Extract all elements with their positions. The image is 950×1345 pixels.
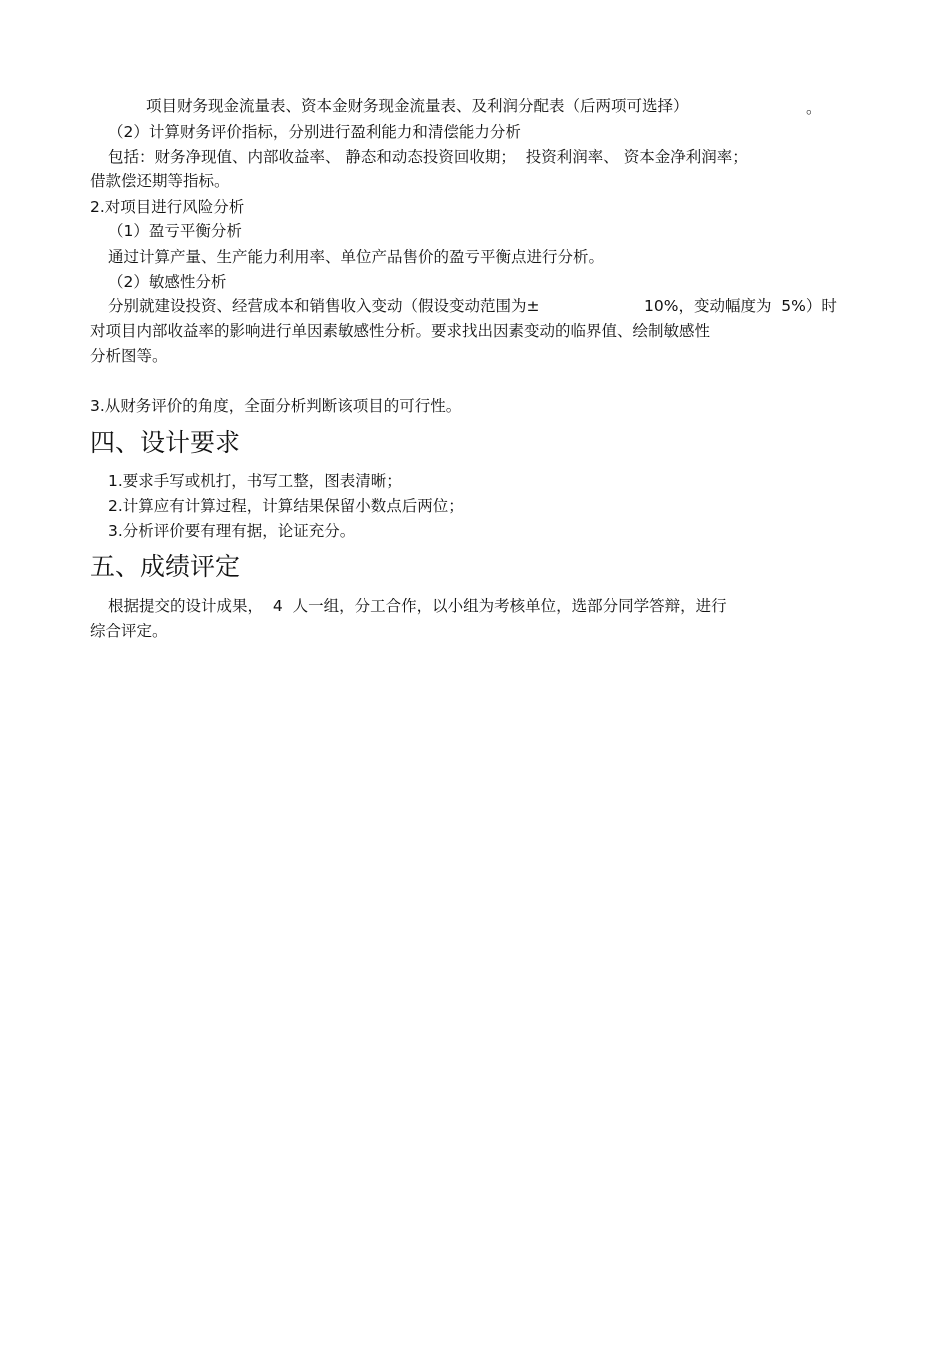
section5-heading: 五、成绩评定 bbox=[90, 552, 241, 581]
section4-heading: 四、设计要求 bbox=[90, 428, 241, 457]
requirement-3: 3.分析评价要有理有据，论证充分。 bbox=[108, 522, 356, 540]
risk-analysis-title: 2.对项目进行风险分析 bbox=[90, 198, 245, 216]
sensitivity-text-end: 分析图等。 bbox=[90, 347, 168, 365]
breakeven-title: （1）盈亏平衡分析 bbox=[108, 222, 242, 240]
sensitivity-title: （2）敏感性分析 bbox=[108, 273, 227, 291]
grading-text: 根据提交的设计成果， 4 人一组，分工合作，以小组为考核单位，选部分同学答辩，进行 bbox=[108, 597, 727, 615]
subitem-2-title: （2）计算财务评价指标，分别进行盈利能力和清偿能力分析 bbox=[108, 123, 521, 141]
requirement-2: 2.计算应有计算过程，计算结果保留小数点后两位； bbox=[108, 497, 464, 515]
breakeven-text: 通过计算产量、生产能力利用率、单位产品售价的盈亏平衡点进行分析。 bbox=[108, 248, 605, 266]
feasibility-item: 3.从财务评价的角度，全面分析判断该项目的可行性。 bbox=[90, 397, 462, 415]
requirement-1: 1.要求手写或机打，书写工整，图表清晰； bbox=[108, 472, 402, 490]
line-end-mark: 。 bbox=[806, 99, 822, 117]
grading-text-cont: 综合评定。 bbox=[90, 622, 168, 640]
indicators-line: 包括：财务净现值、内部收益率、 静态和动态投资回收期； 投资利润率、 资本金净利润率； bbox=[108, 148, 748, 166]
sensitivity-text: 分别就建设投资、经营成本和销售收入变动（假设变动范围为± bbox=[108, 297, 540, 315]
sensitivity-text-cont: 对项目内部收益率的影响进行单因素敏感性分析。要求找出因素变动的临界值、绘制敏感性 bbox=[90, 322, 711, 340]
indicators-line-cont: 借款偿还期等指标。 bbox=[90, 172, 230, 190]
sensitivity-text-range: 10%，变动幅度为 5%）时 bbox=[644, 297, 837, 315]
report-list-line: 项目财务现金流量表、资本金财务现金流量表、及利润分配表（后两项可选择） bbox=[146, 97, 689, 115]
